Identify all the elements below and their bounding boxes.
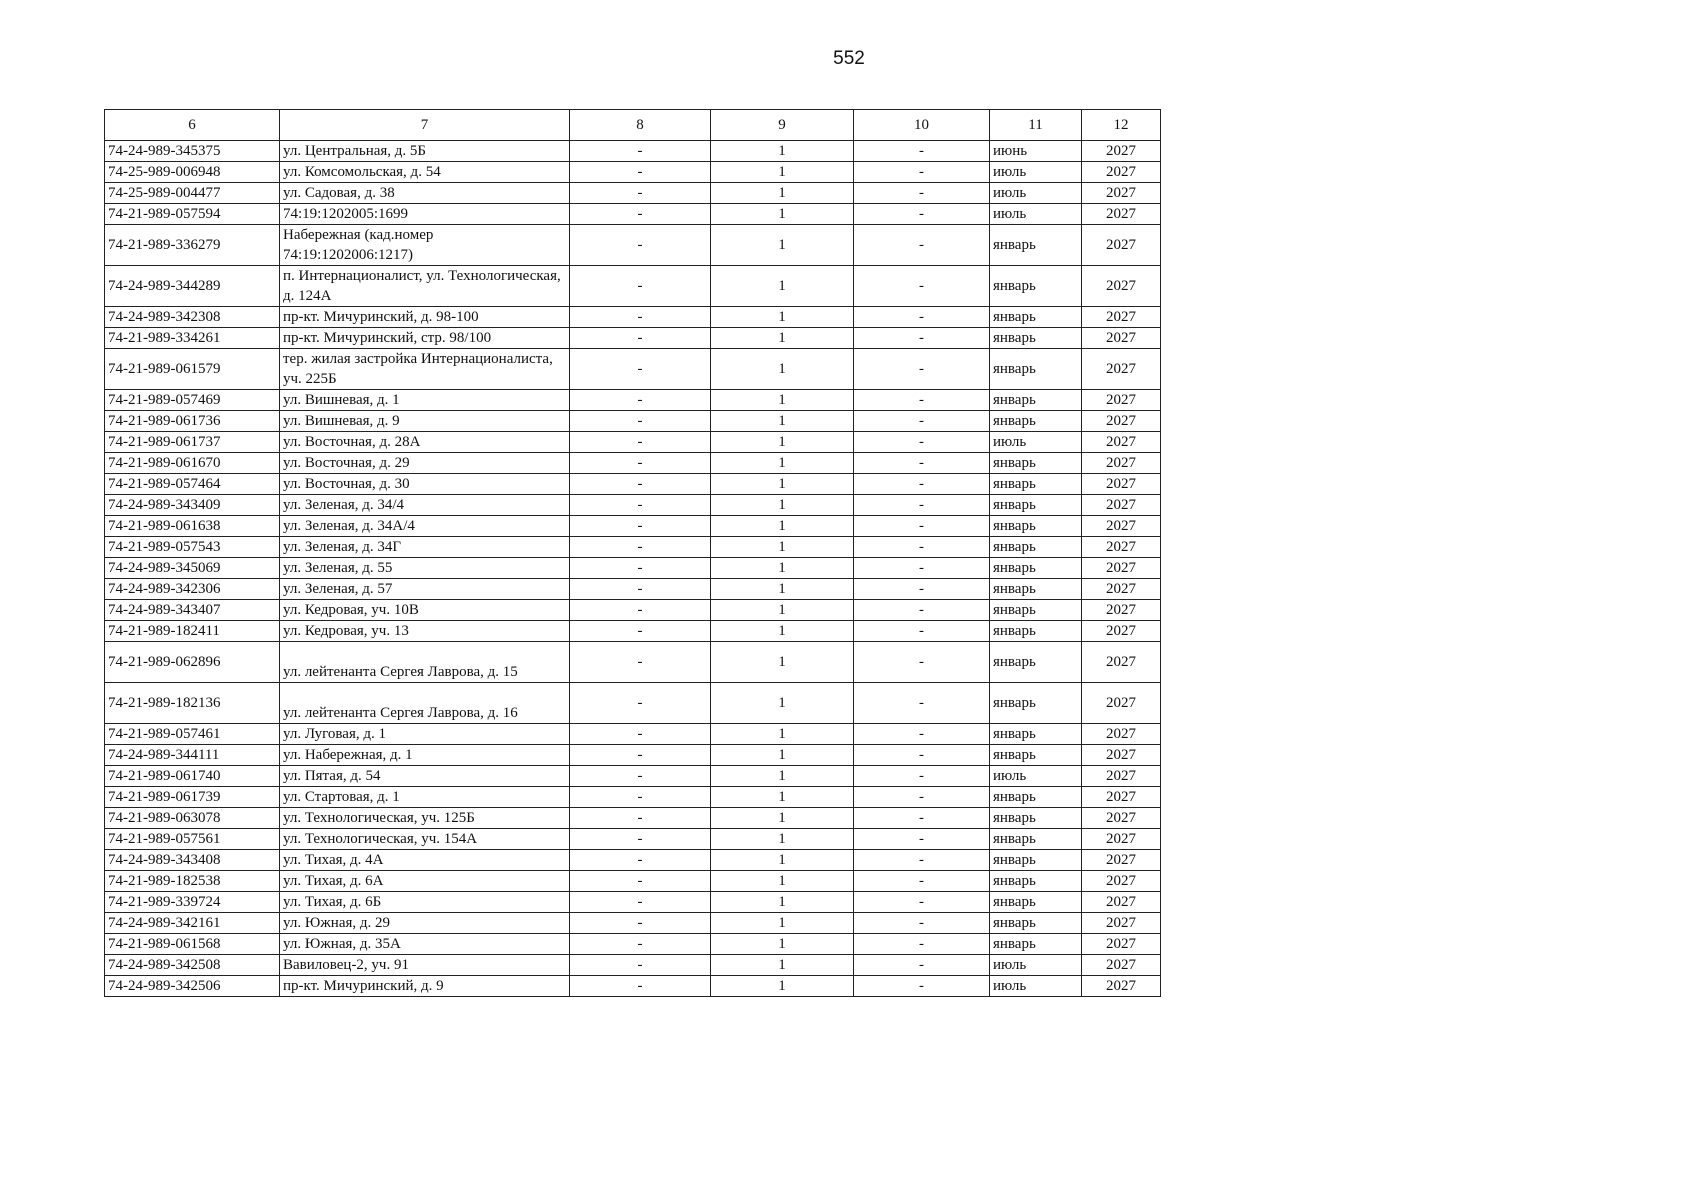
count-cell: 1: [711, 621, 854, 642]
month-cell: январь: [990, 829, 1082, 850]
address-cell: ул. Технологическая, уч. 154А: [280, 829, 570, 850]
year-cell: 2027: [1082, 390, 1161, 411]
month-cell: январь: [990, 537, 1082, 558]
table-row: [105, 162, 1161, 183]
table-row: [105, 390, 1161, 411]
col8-cell: -: [570, 683, 711, 724]
col8-cell: -: [570, 162, 711, 183]
address-cell: п. Интернационалист, ул. Технологическая, д. 124А: [280, 266, 570, 307]
table-row: [105, 829, 1161, 850]
year-cell: 2027: [1082, 808, 1161, 829]
column-header: 7: [280, 110, 570, 141]
month-cell: январь: [990, 913, 1082, 934]
col10-cell: -: [854, 745, 990, 766]
cadastral-number-cell: 74-21-989-061740: [105, 766, 280, 787]
count-cell: 1: [711, 871, 854, 892]
count-cell: 1: [711, 307, 854, 328]
col8-cell: -: [570, 850, 711, 871]
address-cell: ул. Кедровая, уч. 10В: [280, 600, 570, 621]
count-cell: 1: [711, 432, 854, 453]
count-cell: 1: [711, 390, 854, 411]
col10-cell: -: [854, 495, 990, 516]
col8-cell: -: [570, 537, 711, 558]
year-cell: 2027: [1082, 307, 1161, 328]
cadastral-number-cell: 74-24-989-342308: [105, 307, 280, 328]
col10-cell: -: [854, 829, 990, 850]
address-cell: ул. Тихая, д. 4А: [280, 850, 570, 871]
col8-cell: -: [570, 558, 711, 579]
col8-cell: -: [570, 453, 711, 474]
table-row: [105, 913, 1161, 934]
cadastral-number-cell: 74-21-989-061737: [105, 432, 280, 453]
year-cell: 2027: [1082, 766, 1161, 787]
col10-cell: -: [854, 955, 990, 976]
col10-cell: -: [854, 600, 990, 621]
month-cell: июль: [990, 766, 1082, 787]
count-cell: 1: [711, 600, 854, 621]
col8-cell: -: [570, 328, 711, 349]
count-cell: 1: [711, 162, 854, 183]
month-cell: июнь: [990, 141, 1082, 162]
address-cell: ул. Зеленая, д. 55: [280, 558, 570, 579]
year-cell: 2027: [1082, 349, 1161, 390]
table-row: [105, 328, 1161, 349]
year-cell: 2027: [1082, 976, 1161, 997]
count-cell: 1: [711, 266, 854, 307]
address-cell: ул. Вишневая, д. 9: [280, 411, 570, 432]
address-cell: ул. Стартовая, д. 1: [280, 787, 570, 808]
col8-cell: -: [570, 955, 711, 976]
cadastral-number-cell: 74-21-989-061638: [105, 516, 280, 537]
count-cell: 1: [711, 808, 854, 829]
count-cell: 1: [711, 225, 854, 266]
count-cell: 1: [711, 850, 854, 871]
year-cell: 2027: [1082, 474, 1161, 495]
cadastral-number-cell: 74-21-989-339724: [105, 892, 280, 913]
cadastral-number-cell: 74-21-989-334261: [105, 328, 280, 349]
count-cell: 1: [711, 183, 854, 204]
address-cell: ул. Садовая, д. 38: [280, 183, 570, 204]
address-cell: ул. Южная, д. 35А: [280, 934, 570, 955]
col10-cell: -: [854, 766, 990, 787]
count-cell: 1: [711, 516, 854, 537]
table-row: [105, 537, 1161, 558]
col8-cell: -: [570, 976, 711, 997]
column-header: 9: [711, 110, 854, 141]
cadastral-number-cell: 74-21-989-057461: [105, 724, 280, 745]
cadastral-number-cell: 74-24-989-342161: [105, 913, 280, 934]
address-cell: ул. Восточная, д. 29: [280, 453, 570, 474]
month-cell: январь: [990, 787, 1082, 808]
year-cell: 2027: [1082, 787, 1161, 808]
count-cell: 1: [711, 141, 854, 162]
count-cell: 1: [711, 829, 854, 850]
year-cell: 2027: [1082, 432, 1161, 453]
table-row: [105, 850, 1161, 871]
count-cell: 1: [711, 474, 854, 495]
address-cell: ул. Вишневая, д. 1: [280, 390, 570, 411]
col8-cell: -: [570, 307, 711, 328]
address-cell: ул. Зеленая, д. 34А/4: [280, 516, 570, 537]
col10-cell: -: [854, 913, 990, 934]
address-cell: ул. Зеленая, д. 34Г: [280, 537, 570, 558]
cadastral-number-cell: 74-24-989-344289: [105, 266, 280, 307]
col10-cell: -: [854, 934, 990, 955]
year-cell: 2027: [1082, 934, 1161, 955]
year-cell: 2027: [1082, 266, 1161, 307]
table-row: [105, 642, 1161, 683]
year-cell: 2027: [1082, 453, 1161, 474]
col8-cell: -: [570, 204, 711, 225]
cadastral-number-cell: 74-24-989-342508: [105, 955, 280, 976]
table-row: [105, 600, 1161, 621]
month-cell: январь: [990, 516, 1082, 537]
year-cell: 2027: [1082, 850, 1161, 871]
table-header-row: [105, 110, 1161, 141]
table-row: [105, 225, 1161, 266]
col10-cell: -: [854, 621, 990, 642]
cadastral-number-cell: 74-24-989-342306: [105, 579, 280, 600]
cadastral-number-cell: 74-21-989-182538: [105, 871, 280, 892]
cadastral-number-cell: 74-21-989-061568: [105, 934, 280, 955]
col10-cell: -: [854, 892, 990, 913]
count-cell: 1: [711, 955, 854, 976]
month-cell: январь: [990, 871, 1082, 892]
col8-cell: -: [570, 871, 711, 892]
address-cell: ул. Южная, д. 29: [280, 913, 570, 934]
col8-cell: -: [570, 913, 711, 934]
address-cell: ул. Луговая, д. 1: [280, 724, 570, 745]
year-cell: 2027: [1082, 141, 1161, 162]
table-row: [105, 411, 1161, 432]
col8-cell: -: [570, 411, 711, 432]
col10-cell: -: [854, 537, 990, 558]
month-cell: июль: [990, 204, 1082, 225]
month-cell: июль: [990, 976, 1082, 997]
cadastral-number-cell: 74-21-989-057464: [105, 474, 280, 495]
address-cell: ул. Зеленая, д. 34/4: [280, 495, 570, 516]
year-cell: 2027: [1082, 411, 1161, 432]
col8-cell: -: [570, 621, 711, 642]
table-row: [105, 453, 1161, 474]
count-cell: 1: [711, 642, 854, 683]
month-cell: январь: [990, 850, 1082, 871]
month-cell: январь: [990, 558, 1082, 579]
table-row: [105, 474, 1161, 495]
table-row: [105, 432, 1161, 453]
month-cell: январь: [990, 495, 1082, 516]
count-cell: 1: [711, 453, 854, 474]
count-cell: 1: [711, 892, 854, 913]
col10-cell: -: [854, 349, 990, 390]
month-cell: январь: [990, 600, 1082, 621]
table-row: [105, 766, 1161, 787]
col10-cell: -: [854, 871, 990, 892]
count-cell: 1: [711, 724, 854, 745]
month-cell: июль: [990, 955, 1082, 976]
month-cell: январь: [990, 621, 1082, 642]
address-cell: ул. Восточная, д. 28А: [280, 432, 570, 453]
col10-cell: -: [854, 724, 990, 745]
cadastral-number-cell: 74-24-989-343409: [105, 495, 280, 516]
address-cell: 74:19:1202005:1699: [280, 204, 570, 225]
column-header: 12: [1082, 110, 1161, 141]
address-cell: ул. Тихая, д. 6А: [280, 871, 570, 892]
col10-cell: -: [854, 683, 990, 724]
column-header: 10: [854, 110, 990, 141]
month-cell: январь: [990, 745, 1082, 766]
col10-cell: -: [854, 787, 990, 808]
cadastral-number-cell: 74-24-989-345375: [105, 141, 280, 162]
month-cell: январь: [990, 225, 1082, 266]
col8-cell: -: [570, 600, 711, 621]
year-cell: 2027: [1082, 871, 1161, 892]
col8-cell: -: [570, 892, 711, 913]
cadastral-number-cell: 74-21-989-061736: [105, 411, 280, 432]
col10-cell: -: [854, 141, 990, 162]
cadastral-number-cell: 74-21-989-061670: [105, 453, 280, 474]
year-cell: 2027: [1082, 204, 1161, 225]
year-cell: 2027: [1082, 600, 1161, 621]
col10-cell: -: [854, 453, 990, 474]
address-cell: ул. Технологическая, уч. 125Б: [280, 808, 570, 829]
cadastral-number-cell: 74-24-989-344111: [105, 745, 280, 766]
month-cell: январь: [990, 474, 1082, 495]
address-cell: ул. лейтенанта Сергея Лаврова, д. 16: [280, 683, 570, 724]
col8-cell: -: [570, 745, 711, 766]
col8-cell: -: [570, 808, 711, 829]
col8-cell: -: [570, 724, 711, 745]
year-cell: 2027: [1082, 225, 1161, 266]
col10-cell: -: [854, 225, 990, 266]
address-cell: ул. лейтенанта Сергея Лаврова, д. 15: [280, 642, 570, 683]
count-cell: 1: [711, 349, 854, 390]
month-cell: январь: [990, 411, 1082, 432]
count-cell: 1: [711, 787, 854, 808]
month-cell: январь: [990, 579, 1082, 600]
col10-cell: -: [854, 266, 990, 307]
count-cell: 1: [711, 913, 854, 934]
col8-cell: -: [570, 642, 711, 683]
column-header: 8: [570, 110, 711, 141]
cadastral-number-cell: 74-24-989-343408: [105, 850, 280, 871]
col10-cell: -: [854, 850, 990, 871]
col10-cell: -: [854, 976, 990, 997]
year-cell: 2027: [1082, 913, 1161, 934]
col10-cell: -: [854, 432, 990, 453]
col8-cell: -: [570, 934, 711, 955]
table-row: [105, 871, 1161, 892]
column-header: 11: [990, 110, 1082, 141]
month-cell: июль: [990, 162, 1082, 183]
cadastral-number-cell: 74-21-989-062896: [105, 642, 280, 683]
page-number: 552: [833, 48, 865, 69]
month-cell: июль: [990, 183, 1082, 204]
col8-cell: -: [570, 266, 711, 307]
table-row: [105, 621, 1161, 642]
year-cell: 2027: [1082, 829, 1161, 850]
col8-cell: -: [570, 390, 711, 411]
month-cell: январь: [990, 328, 1082, 349]
col8-cell: -: [570, 495, 711, 516]
table-row: [105, 495, 1161, 516]
cadastral-number-cell: 74-21-989-182136: [105, 683, 280, 724]
table-row: [105, 558, 1161, 579]
address-cell: ул. Восточная, д. 30: [280, 474, 570, 495]
table-row: [105, 349, 1161, 390]
table-row: [105, 307, 1161, 328]
col8-cell: -: [570, 516, 711, 537]
address-cell: ул. Набережная, д. 1: [280, 745, 570, 766]
table-row: [105, 516, 1161, 537]
table-row: [105, 787, 1161, 808]
col10-cell: -: [854, 307, 990, 328]
cadastral-number-cell: 74-21-989-061739: [105, 787, 280, 808]
cadastral-number-cell: 74-21-989-057469: [105, 390, 280, 411]
month-cell: январь: [990, 683, 1082, 724]
address-cell: пр-кт. Мичуринский, д. 98-100: [280, 307, 570, 328]
col8-cell: -: [570, 474, 711, 495]
col10-cell: -: [854, 642, 990, 683]
cadastral-number-cell: 74-21-989-336279: [105, 225, 280, 266]
count-cell: 1: [711, 328, 854, 349]
col8-cell: -: [570, 349, 711, 390]
count-cell: 1: [711, 411, 854, 432]
year-cell: 2027: [1082, 162, 1161, 183]
cadastral-number-cell: 74-24-989-342506: [105, 976, 280, 997]
col8-cell: -: [570, 141, 711, 162]
address-cell: Вавиловец-2, уч. 91: [280, 955, 570, 976]
address-cell: ул. Зеленая, д. 57: [280, 579, 570, 600]
col8-cell: -: [570, 829, 711, 850]
year-cell: 2027: [1082, 579, 1161, 600]
col10-cell: -: [854, 516, 990, 537]
year-cell: 2027: [1082, 745, 1161, 766]
year-cell: 2027: [1082, 558, 1161, 579]
year-cell: 2027: [1082, 642, 1161, 683]
col10-cell: -: [854, 579, 990, 600]
col10-cell: -: [854, 558, 990, 579]
col8-cell: -: [570, 183, 711, 204]
cadastral-number-cell: 74-21-989-057594: [105, 204, 280, 225]
year-cell: 2027: [1082, 892, 1161, 913]
count-cell: 1: [711, 683, 854, 724]
month-cell: январь: [990, 642, 1082, 683]
table-row: [105, 808, 1161, 829]
table-body: [105, 141, 1161, 997]
col10-cell: -: [854, 328, 990, 349]
cadastral-number-cell: 74-21-989-182411: [105, 621, 280, 642]
count-cell: 1: [711, 766, 854, 787]
col10-cell: -: [854, 474, 990, 495]
cadastral-number-cell: 74-21-989-057561: [105, 829, 280, 850]
table-row: [105, 183, 1161, 204]
year-cell: 2027: [1082, 495, 1161, 516]
count-cell: 1: [711, 558, 854, 579]
col10-cell: -: [854, 390, 990, 411]
col8-cell: -: [570, 432, 711, 453]
month-cell: январь: [990, 266, 1082, 307]
table-row: [105, 579, 1161, 600]
data-table: [104, 109, 1161, 997]
cadastral-number-cell: 74-21-989-061579: [105, 349, 280, 390]
count-cell: 1: [711, 537, 854, 558]
address-cell: тер. жилая застройка Интернационалиста, уч. 225Б: [280, 349, 570, 390]
address-cell: пр-кт. Мичуринский, д. 9: [280, 976, 570, 997]
month-cell: январь: [990, 349, 1082, 390]
month-cell: январь: [990, 934, 1082, 955]
cadastral-number-cell: 74-21-989-057543: [105, 537, 280, 558]
column-header: 6: [105, 110, 280, 141]
count-cell: 1: [711, 934, 854, 955]
cadastral-number-cell: 74-25-989-006948: [105, 162, 280, 183]
year-cell: 2027: [1082, 683, 1161, 724]
table-row: [105, 745, 1161, 766]
cadastral-number-cell: 74-24-989-345069: [105, 558, 280, 579]
table-row: [105, 141, 1161, 162]
col10-cell: -: [854, 808, 990, 829]
address-cell: ул. Комсомольская, д. 54: [280, 162, 570, 183]
address-cell: ул. Тихая, д. 6Б: [280, 892, 570, 913]
col8-cell: -: [570, 225, 711, 266]
col10-cell: -: [854, 162, 990, 183]
year-cell: 2027: [1082, 328, 1161, 349]
table-row: [105, 892, 1161, 913]
month-cell: январь: [990, 892, 1082, 913]
month-cell: июль: [990, 432, 1082, 453]
count-cell: 1: [711, 204, 854, 225]
year-cell: 2027: [1082, 537, 1161, 558]
cadastral-number-cell: 74-25-989-004477: [105, 183, 280, 204]
count-cell: 1: [711, 745, 854, 766]
col10-cell: -: [854, 204, 990, 225]
year-cell: 2027: [1082, 955, 1161, 976]
table-row: [105, 976, 1161, 997]
cadastral-number-cell: 74-24-989-343407: [105, 600, 280, 621]
year-cell: 2027: [1082, 183, 1161, 204]
table-row: [105, 683, 1161, 724]
col10-cell: -: [854, 411, 990, 432]
col8-cell: -: [570, 766, 711, 787]
month-cell: январь: [990, 390, 1082, 411]
cadastral-number-cell: 74-21-989-063078: [105, 808, 280, 829]
month-cell: январь: [990, 307, 1082, 328]
table-row: [105, 266, 1161, 307]
col10-cell: -: [854, 183, 990, 204]
address-cell: Набережная (кад.номер 74:19:1202006:1217): [280, 225, 570, 266]
address-cell: пр-кт. Мичуринский, стр. 98/100: [280, 328, 570, 349]
count-cell: 1: [711, 579, 854, 600]
year-cell: 2027: [1082, 724, 1161, 745]
count-cell: 1: [711, 495, 854, 516]
year-cell: 2027: [1082, 621, 1161, 642]
table-row: [105, 204, 1161, 225]
address-cell: ул. Кедровая, уч. 13: [280, 621, 570, 642]
address-cell: ул. Пятая, д. 54: [280, 766, 570, 787]
col8-cell: -: [570, 579, 711, 600]
col8-cell: -: [570, 787, 711, 808]
count-cell: 1: [711, 976, 854, 997]
month-cell: январь: [990, 808, 1082, 829]
year-cell: 2027: [1082, 516, 1161, 537]
month-cell: январь: [990, 453, 1082, 474]
table-row: [105, 724, 1161, 745]
table-row: [105, 955, 1161, 976]
table-row: [105, 934, 1161, 955]
address-cell: ул. Центральная, д. 5Б: [280, 141, 570, 162]
month-cell: январь: [990, 724, 1082, 745]
